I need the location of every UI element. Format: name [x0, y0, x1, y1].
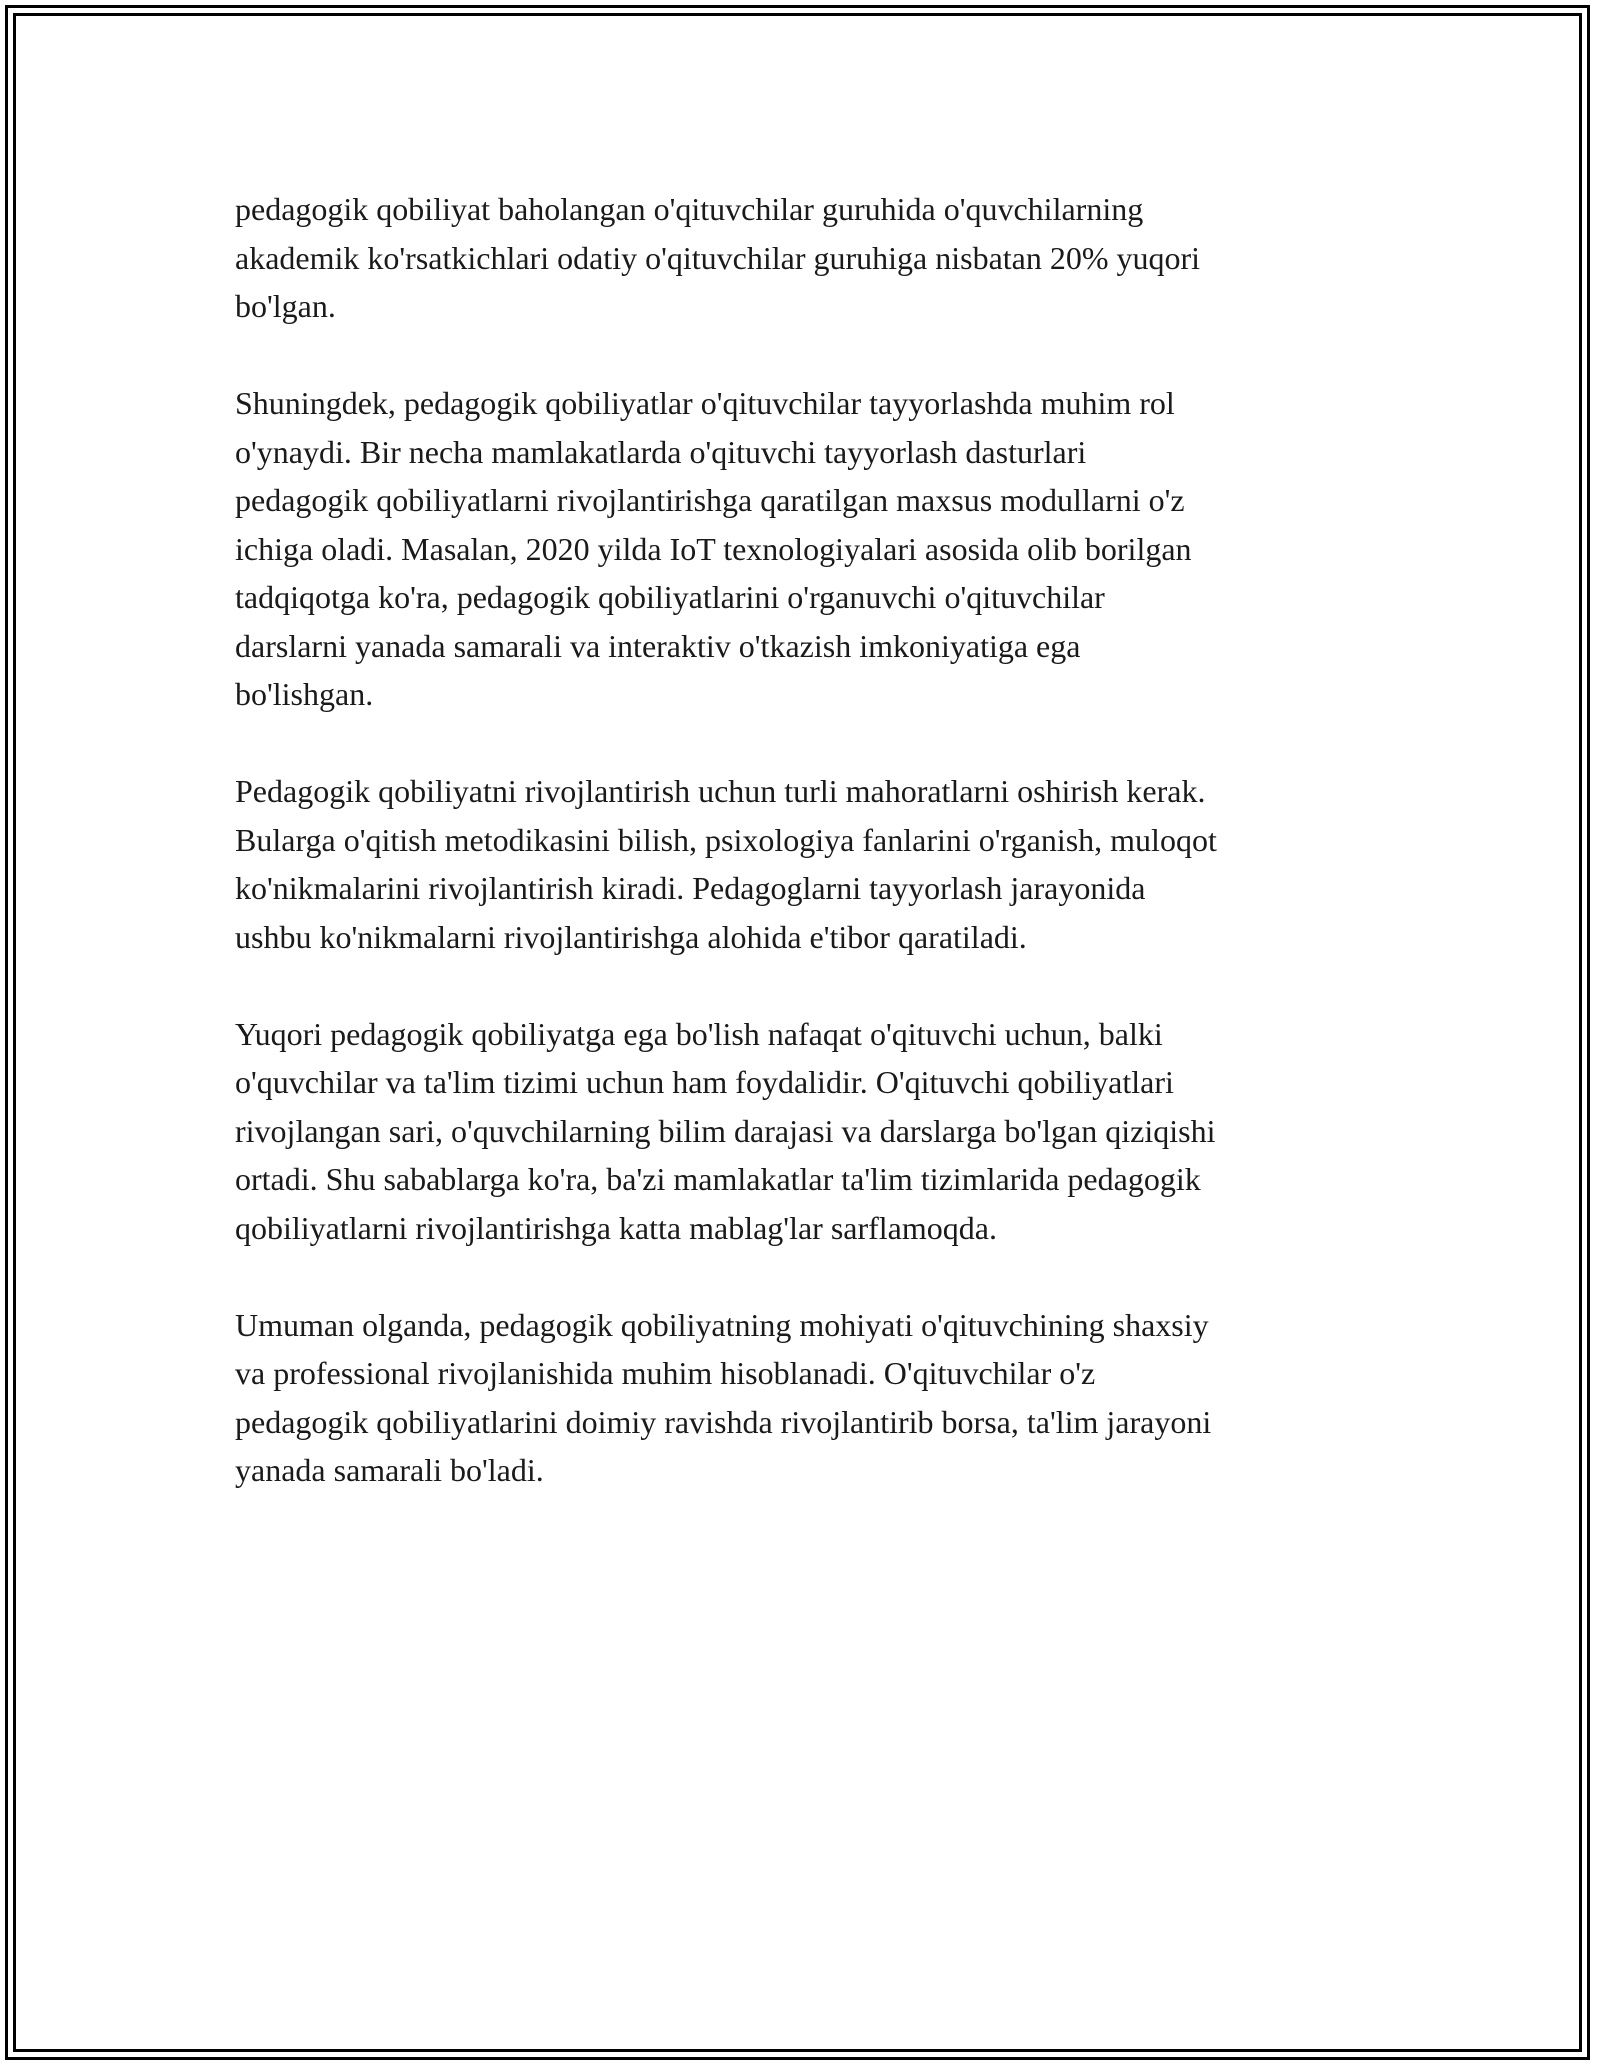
paragraph-1: pedagogik qobiliyat baholangan o'qituvchilar guruhida o'quvchilarning akademik ko'rsatkichlari odatiy o'qituvchilar guruhiga nisbatan 20% yuqori bo'lgan. — [235, 191, 1201, 324]
paragraph-3: Pedagogik qobiliyatni rivojlantirish uchun turli mahoratlarni oshirish kerak. Bularga o'qitish metodikasini bilish, psixologiya fanlarini o'rganish, muloqot ko'nikmalarini rivojlantirish kiradi. Pedagoglarni tayyorlash jarayonida ushbu ko'nikmalarni rivojlantirishga alohida e'tibor qaratiladi. — [235, 773, 1217, 955]
document-body — [235, 185, 1375, 1543]
paragraph-5: Umuman olganda, pedagogik qobiliyatning mohiyati o'qituvchining shaxsiy va professional rivojlanishida muhim hisoblanadi. O'qituvchilar o'z pedagogik qobiliyatlarini doimiy ravishda rivojlantirib borsa, ta'lim jarayoni yanada samarali bo'ladi. — [235, 1306, 1212, 1488]
paragraph-4: Yuqori pedagogik qobiliyatga ega bo'lish nafaqat o'qituvchi uchun, balki o'quvchilar va ta'lim tizimi uchun ham foydalidir. O'qituvchi qobiliyatlari rivojlangan sari, o'quvchilarning bilim darajasi va darslarga bo'lgan qiziqishi ortadi. Shu sabablarga ko'ra, ba'zi mamlakatlar ta'lim tizimlarida pedagogik qobiliyatlarni rivojlantirishga katta mablag'lar sarflamoqda. — [235, 1015, 1216, 1246]
paragraph-2: Shuningdek, pedagogik qobiliyatlar o'qituvchilar tayyorlashda muhim rol o'ynaydi. Bir necha mamlakatlarda o'qituvchi tayyorlash dasturlari pedagogik qobiliyatlarni rivojlantirishga qaratilgan maxsus modullarni o'z ichiga oladi. Masalan, 2020 yilda IoT texnologiyalari asosida olib borilgan tadqiqotga ko'ra, pedagogik qobiliyatlarini o'rganuvchi o'qituvchilar darslarni yanada samarali va interaktiv o'tkazish imkoniyatiga ega bo'lishgan. — [235, 385, 1192, 712]
